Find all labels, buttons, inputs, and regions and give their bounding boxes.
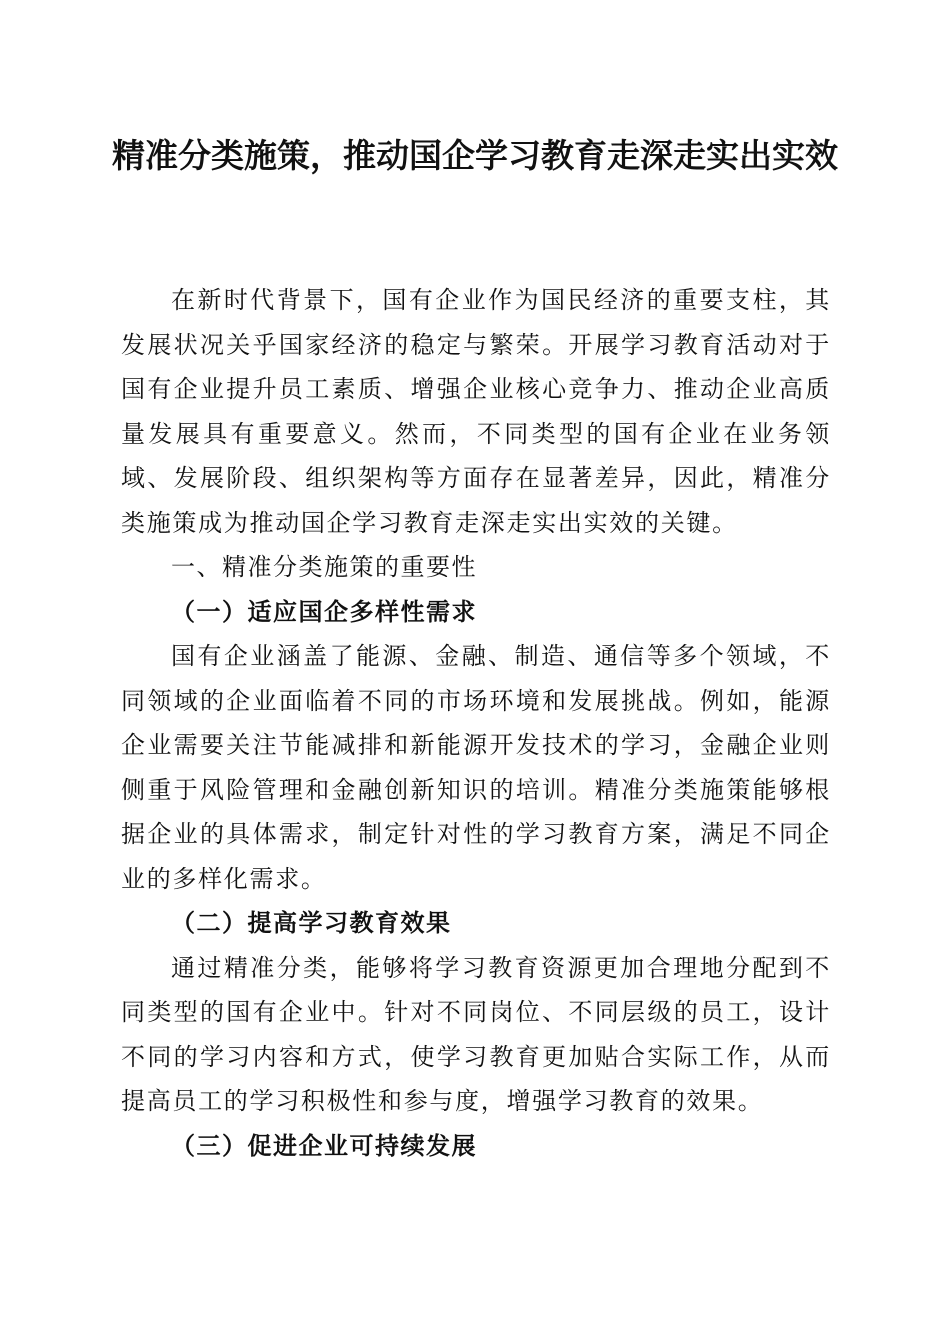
section-heading-1: 一、精准分类施策的重要性 [171, 553, 477, 581]
document-title: 精准分类施策，推动国企学习教育走深走实出实效 [112, 136, 838, 175]
subsection-paragraph-1: 国有企业涵盖了能源、金融、制造、通信等多个领域，不同领域的企业面临着不同的市场环境和发展挑战。例如，能源企业需要关注节能减排和新能源开发技术的学习，金融企业则侧重于风险管理和金融创新知识的培训。精准分类施策能够根据企业的具体需求，制定针对性的学习教育方案，满足不同企业的多样化需求。 [121, 642, 831, 893]
subsection-heading-2: （二）提高学习教育效果 [171, 908, 452, 937]
intro-paragraph: 在新时代背景下，国有企业作为国民经济的重要支柱，其发展状况关乎国家经济的稳定与繁荣。开展学习教育活动对于国有企业提升员工素质、增强企业核心竞争力、推动企业高质量发展具有重要意义。然而，不同类型的国有企业在业务领域、发展阶段、组织架构等方面存在显著差异，因此，精准分类施策成为推动国企学习教育走深走实出实效的关键。 [121, 286, 831, 537]
subsection-heading-1: （一）适应国企多样性需求 [171, 596, 477, 626]
subsection-heading-3: （三）促进企业可持续发展 [171, 1130, 477, 1160]
subsection-paragraph-2: 通过精准分类，能够将学习教育资源更加合理地分配到不同类型的国有企业中。针对不同岗位、不同层级的员工，设计不同的学习内容和方式，使学习教育更加贴合实际工作，从而提高员工的学习积极性和参与度，增强学习教育的效果。 [121, 953, 831, 1115]
document-body [121, 278, 831, 1168]
